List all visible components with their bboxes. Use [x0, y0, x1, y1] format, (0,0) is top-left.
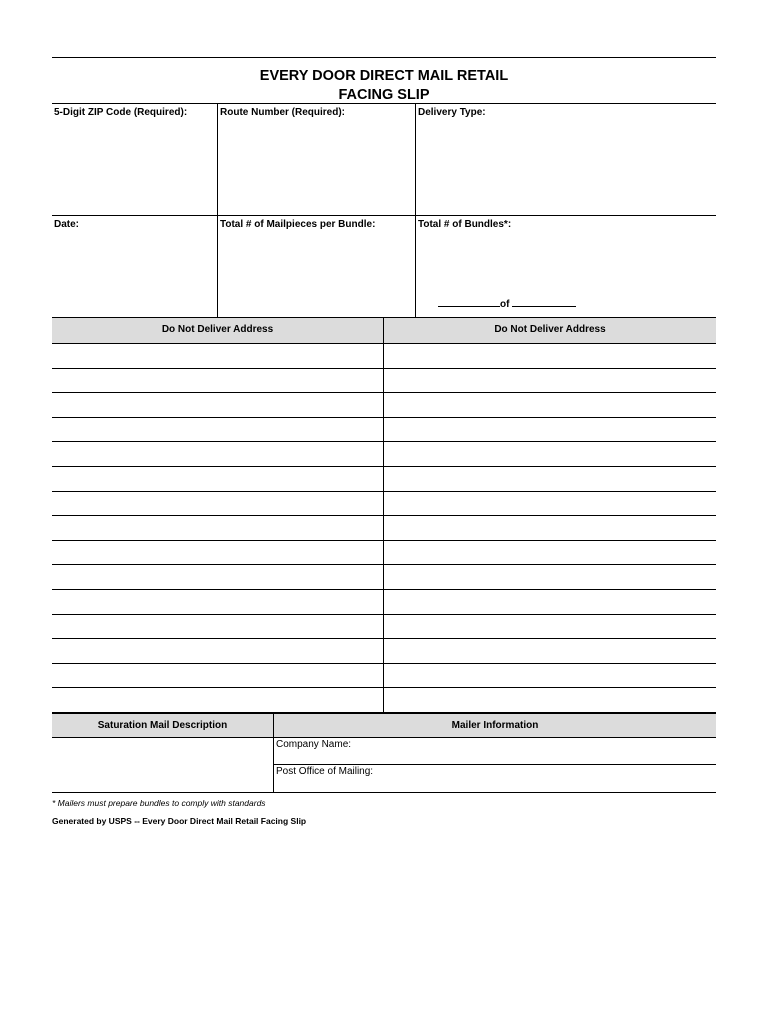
post-office-field[interactable]	[274, 765, 716, 793]
footnote: * Mailers must prepare bundles to comply with standards	[52, 797, 266, 808]
bundle-number-blank[interactable]	[438, 297, 500, 307]
address-line-right[interactable]	[384, 418, 716, 443]
post-office-label: Post Office of Mailing:	[276, 766, 374, 778]
address-line-right[interactable]	[384, 688, 716, 713]
address-line-right[interactable]	[384, 393, 716, 418]
address-line-left[interactable]	[52, 590, 384, 615]
address-line-left[interactable]	[52, 639, 384, 664]
address-line-left[interactable]	[52, 442, 384, 467]
address-line-left[interactable]	[52, 565, 384, 590]
route-number-field[interactable]	[218, 104, 416, 216]
zip-code-field[interactable]	[52, 104, 218, 216]
bundle-total-blank[interactable]	[512, 297, 576, 307]
info-grid	[52, 103, 716, 318]
address-line-right[interactable]	[384, 344, 716, 369]
address-line-left[interactable]	[52, 492, 384, 517]
mailer-information-header: Mailer Information	[274, 713, 716, 738]
bundles-field[interactable]	[416, 216, 716, 318]
date-label: Date:	[54, 219, 80, 230]
zip-code-label: 5-Digit ZIP Code (Required):	[54, 107, 188, 118]
address-line-right[interactable]	[384, 664, 716, 689]
company-name-label: Company Name:	[276, 738, 352, 750]
address-line-left[interactable]	[52, 369, 384, 394]
mailer-fields	[274, 738, 716, 793]
address-line-right[interactable]	[384, 590, 716, 615]
bundles-label: Total # of Bundles*:	[418, 219, 512, 230]
address-line-right[interactable]	[384, 565, 716, 590]
address-line-right[interactable]	[384, 467, 716, 492]
address-line-left[interactable]	[52, 664, 384, 689]
delivery-type-field[interactable]	[416, 104, 716, 216]
address-line-left[interactable]	[52, 467, 384, 492]
address-line-right[interactable]	[384, 639, 716, 664]
saturation-mail-description-field[interactable]	[52, 738, 274, 793]
address-line-left[interactable]	[52, 418, 384, 443]
do-not-deliver-table	[52, 318, 716, 713]
address-line-right[interactable]	[384, 442, 716, 467]
route-number-label: Route Number (Required):	[220, 107, 345, 118]
bundles-of-line	[438, 297, 576, 310]
address-line-right[interactable]	[384, 492, 716, 517]
address-line-right[interactable]	[384, 541, 716, 566]
address-line-left[interactable]	[52, 393, 384, 418]
title-line-2: FACING SLIP	[338, 87, 430, 103]
address-header-left: Do Not Deliver Address	[52, 318, 384, 344]
address-header-right: Do Not Deliver Address	[384, 318, 716, 344]
address-line-right[interactable]	[384, 369, 716, 394]
company-name-field[interactable]	[274, 738, 716, 766]
saturation-mail-header: Saturation Mail Description	[52, 713, 274, 738]
address-line-right[interactable]	[384, 615, 716, 640]
mailer-section	[52, 713, 716, 793]
title-line-1: EVERY DOOR DIRECT MAIL RETAIL	[259, 68, 509, 84]
address-line-left[interactable]	[52, 344, 384, 369]
generated-by: Generated by USPS -- Every Door Direct Mail Retail Facing Slip	[52, 815, 307, 826]
date-field[interactable]	[52, 216, 218, 318]
mailpieces-label: Total # of Mailpieces per Bundle:	[220, 219, 376, 230]
delivery-type-label: Delivery Type:	[418, 107, 486, 118]
address-line-left[interactable]	[52, 541, 384, 566]
address-line-left[interactable]	[52, 615, 384, 640]
address-line-left[interactable]	[52, 688, 384, 713]
address-line-left[interactable]	[52, 516, 384, 541]
address-line-right[interactable]	[384, 516, 716, 541]
facing-slip-form	[52, 57, 716, 826]
mailpieces-field[interactable]	[218, 216, 416, 318]
of-label: of	[500, 299, 510, 310]
form-title	[52, 58, 716, 103]
